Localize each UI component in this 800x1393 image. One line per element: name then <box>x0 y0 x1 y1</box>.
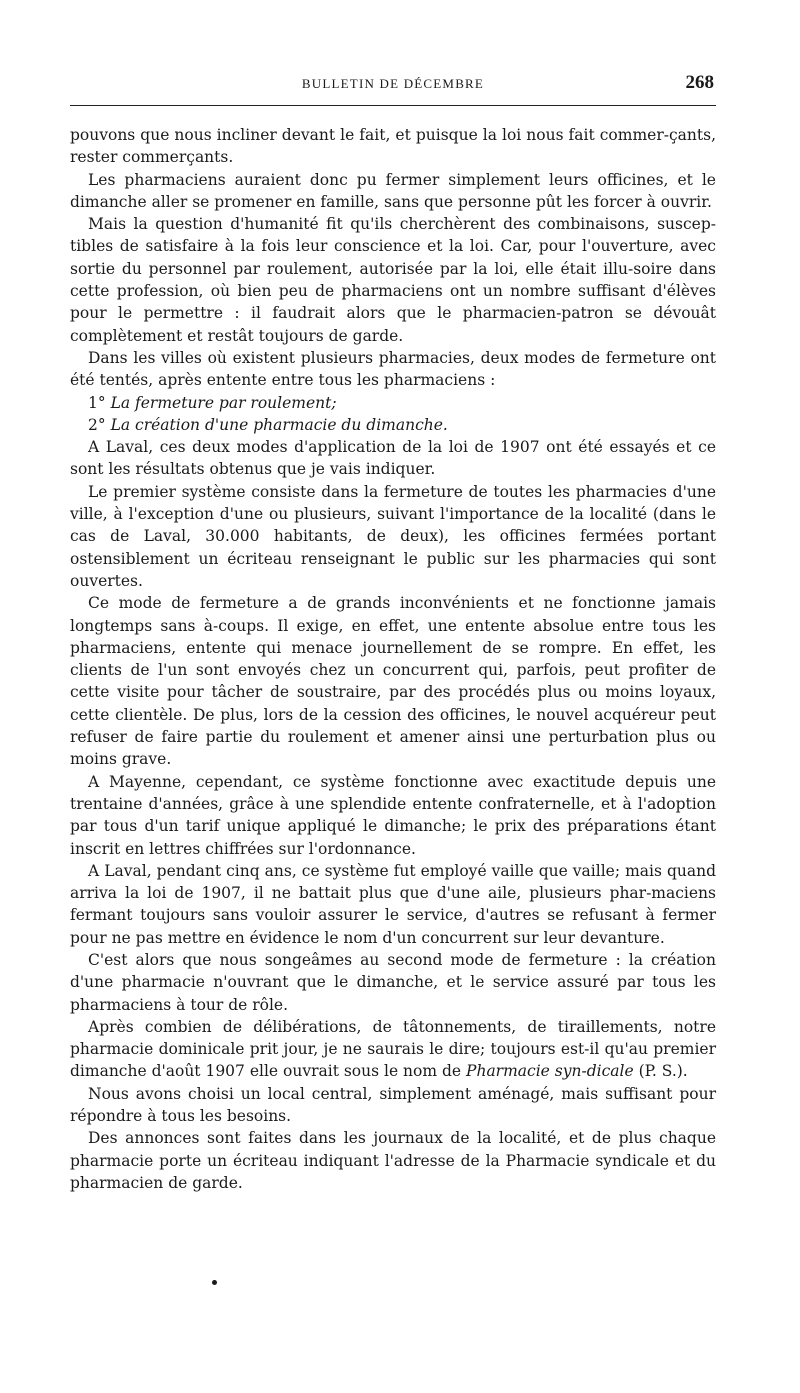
running-title: BULLETIN DE DÉCEMBRE <box>301 76 485 91</box>
paragraph-11-end: (P. S.). <box>633 1062 688 1081</box>
paragraph-9: A Laval, pendant cinq ans, ce système fut employé vaille que vaille; mais quand arriva la loi de 1907, il ne battait plus que d'une aile, plusieurs phar-maciens fermant toujours sans vouloir assurer le service, d'autres se refusant à fermer pour ne pas mettre en évidence le nom d'un concurrent sur leur devanture. <box>70 861 716 947</box>
list-item-2-text: La création d'une pharmacie du dimanche. <box>110 415 448 434</box>
paragraph-12: Nous avons choisi un local central, simplement aménagé, mais suffisant pour répondre à tous les besoins. <box>70 1084 716 1126</box>
paragraph-3: Mais la question d'humanité fit qu'ils cherchèrent des combinaisons, suscep-tibles de satisfaire à la fois leur conscience et la loi. Car, pour l'ouverture, avec sortie du personnel par roulement, autorisée par la loi, elle était illu-soire dans cette profession, où bien peu de pharmaciens ont un nombre suffisant d'élèves pour le permettre : il faudrait alors que le pharmacien-patron se dévouât complètement et restât toujours de garde. <box>70 215 716 345</box>
page-header <box>70 72 716 102</box>
paragraph-1: pouvons que nous incliner devant le fait, et puisque la loi nous fait commer-çants, rester commerçants. <box>70 126 716 167</box>
paragraph-11 <box>70 1016 716 1083</box>
list-item-1-text: La fermeture par roulement; <box>110 393 337 412</box>
list-item-2-number: 2° <box>88 415 106 434</box>
paragraph-10: C'est alors que nous songeâmes au second mode de fermeture : la création d'une pharmacie n'ouvrant que le dimanche, et le service assuré par tous les pharmaciens à tour de rôle. <box>70 950 716 1014</box>
page-number: 268 <box>685 72 714 93</box>
body-text <box>70 124 716 1194</box>
paragraph-13: Des annonces sont faites dans les journaux de la localité, et de plus chaque pharmacie porte un écriteau indiquant l'adresse de la Pharmacie syndicale et du pharmacien de garde. <box>70 1129 716 1192</box>
pharmacie-syndicale-name: Pharmacie syn-dicale <box>466 1062 634 1081</box>
paragraph-7: Ce mode de fermeture a de grands inconvénients et ne fonctionne jamais longtemps sans à-coups. Il exige, en effet, une entente absolue entre tous les pharmaciens, entente qui menace journellement de se rompre. En effet, les clients de l'un sont envoyés chez un concurrent qui, parfois, peut profiter de cette visite pour tâcher de soustraire, par des procédés plus ou moins loyaux, cette clientèle. De plus, lors de la cession des officines, le nouvel acquéreur peut refuser de faire partie du roulement et amener ainsi une perturbation plus ou moins grave. <box>70 594 716 769</box>
paragraph-4: Dans les villes où existent plusieurs pharmacies, deux modes de fermeture ont été tentés, après entente entre tous les pharmaciens : <box>70 348 716 390</box>
header-rule <box>70 105 716 106</box>
paragraph-8: A Mayenne, cependant, ce système fonctionne avec exactitude depuis une trentaine d'années, grâce à une splendide entente confraternelle, et à l'adoption par tous d'un tarif unique appliqué le dimanche; le prix des préparations étant inscrit en lettres chiffrées sur l'ordonnance. <box>70 772 716 858</box>
stray-dot-mark <box>212 1280 217 1285</box>
paragraph-11-start: Après combien de délibérations, de tâtonnements, de tiraillements, notre pharmacie dominicale prit jour, je ne saurais le dire; toujours est-il qu'au premier dimanche d'août 1907 elle ouvrait sous le nom de <box>70 1017 716 1081</box>
list-item-1 <box>70 392 716 414</box>
paragraph-5: A Laval, ces deux modes d'application de la loi de 1907 ont été essayés et ce sont les résultats obtenus que je vais indiquer. <box>70 438 716 479</box>
paragraph-2: Les pharmaciens auraient donc pu fermer simplement leurs officines, et le dimanche aller se promener en famille, sans que personne pût les forcer à ouvrir. <box>70 170 716 211</box>
list-item-1-number: 1° <box>88 393 106 412</box>
list-item-2 <box>70 414 716 436</box>
paragraph-6: Le premier système consiste dans la fermeture de toutes les pharmacies d'une ville, à l'exception d'une ou plusieurs, suivant l'importance de la localité (dans le cas de Laval, 30.000 habitants, de deux), les officines fermées portant ostensiblement un écriteau renseignant le public sur les pharmacies qui sont ouvertes. <box>70 482 716 590</box>
